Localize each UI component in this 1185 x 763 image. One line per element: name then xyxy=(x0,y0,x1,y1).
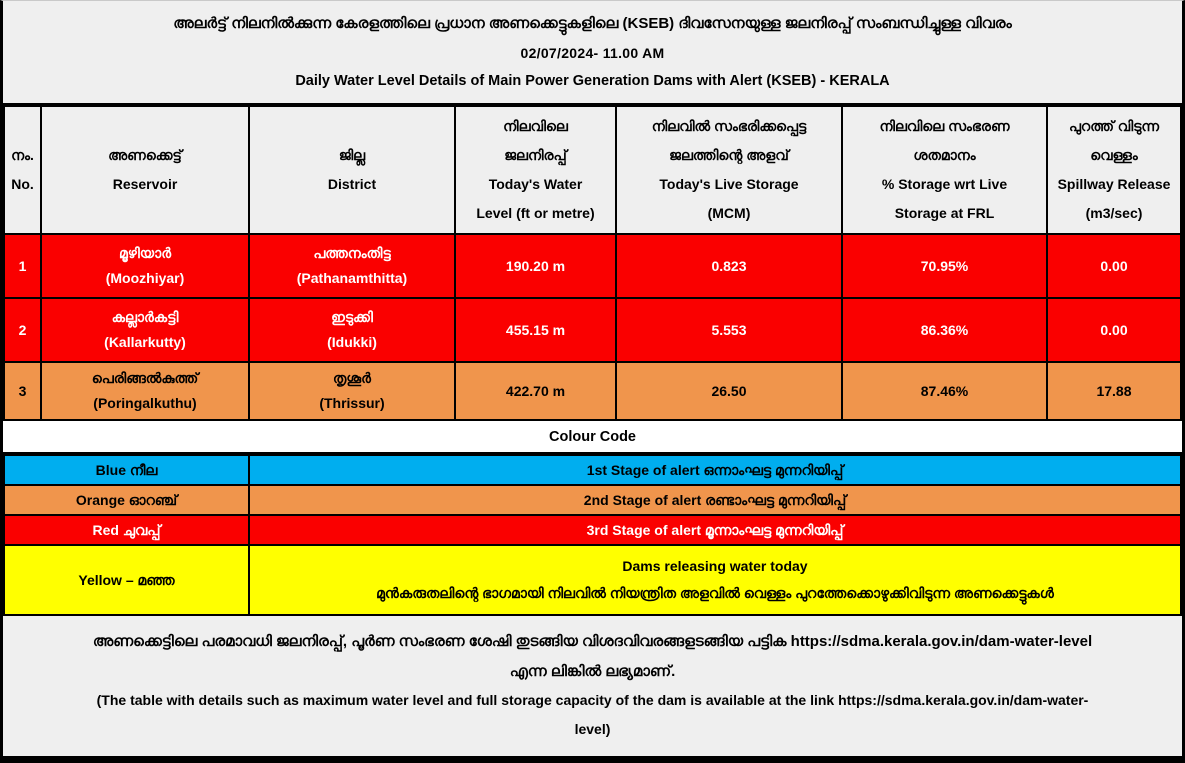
reservoir-name-en: (Moozhiyar) xyxy=(105,270,185,286)
district-name-en: (Pathanamthitta) xyxy=(296,270,408,286)
col-header-water-level-en1: Today's Water xyxy=(488,176,583,192)
col-header-live-storage xyxy=(616,106,842,234)
cell-live-storage: 26.50 xyxy=(616,362,842,420)
footer-note-ml-line2: എന്ന ലിങ്കിൽ ലഭ്യമാണ്. xyxy=(509,662,676,680)
cell-reservoir xyxy=(41,234,249,298)
col-header-pct-storage xyxy=(842,106,1047,234)
cell-live-storage: 0.823 xyxy=(616,234,842,298)
colour-description-ml: മുൻകരുതലിന്റെ ഭാഗമായി നിലവിൽ നിയന്ത്രിത അളവിൽ വെള്ളം പുറത്തേക്കൊഴുക്കിവിടുന്ന അണക്കെട്ടുകൾ xyxy=(376,585,1054,601)
table-row xyxy=(4,234,1181,298)
district-name-ml: ഇടുക്കി xyxy=(331,309,373,325)
cell-reservoir xyxy=(41,362,249,420)
col-header-district-ml: ജില്ല xyxy=(338,147,366,163)
colour-label: Orange ഓറഞ്ച് xyxy=(4,485,249,515)
col-header-no-en: No. xyxy=(11,176,34,192)
colour-code-table xyxy=(3,454,1182,616)
colour-code-row-orange xyxy=(4,485,1181,515)
title-block xyxy=(3,1,1182,105)
colour-label: Red ചുവപ്പ് xyxy=(4,515,249,545)
colour-description: 3rd Stage of alert മൂന്നാംഘട്ട മുന്നറിയിപ്പ് xyxy=(249,515,1181,545)
colour-code-row-red xyxy=(4,515,1181,545)
reservoir-name-en: (Poringalkuthu) xyxy=(93,395,197,411)
col-header-pct-storage-ml1: നിലവിലെ സംഭരണ xyxy=(879,118,1010,134)
notice-title-english: Daily Water Level Details of Main Power Generation Dams with Alert (KSEB) - KERALA xyxy=(295,72,890,89)
col-header-no-ml: നം. xyxy=(11,147,34,163)
col-header-live-storage-ml2: ജലത്തിന്റെ അളവ് xyxy=(669,147,789,163)
cell-water-level: 190.20 m xyxy=(455,234,616,298)
table-row xyxy=(4,362,1181,420)
district-name-en: (Thrissur) xyxy=(319,395,385,411)
col-header-spillway-ml2: വെള്ളം xyxy=(1090,147,1138,163)
cell-pct-storage: 86.36% xyxy=(842,298,1047,362)
cell-no: 2 xyxy=(4,298,41,362)
colour-description: 1st Stage of alert ഒന്നാംഘട്ട മുന്നറിയിപ്പ് xyxy=(249,455,1181,485)
col-header-live-storage-en2: (MCM) xyxy=(707,205,751,221)
main-table xyxy=(3,105,1182,421)
reservoir-name-ml: മൂഴിയാർ xyxy=(119,245,171,261)
colour-code-row-yellow xyxy=(4,545,1181,615)
notice-title-malayalam: അലർട്ട് നിലനിൽക്കുന്ന കേരളത്തിലെ പ്രധാന അണക്കെട്ടുകളിലെ (KSEB) ദിവസേനയുള്ള ജലനിരപ്പ് സംബന്ധിച്ചുള്ള വിവരം xyxy=(173,15,1012,33)
cell-water-level: 455.15 m xyxy=(455,298,616,362)
col-header-spillway-en1: Spillway Release xyxy=(1057,176,1171,192)
col-header-spillway xyxy=(1047,106,1181,234)
footer-note xyxy=(3,616,1182,754)
reservoir-name-ml: പെരിങ്ങൽകുത്ത് xyxy=(91,370,199,386)
colour-label: Yellow – മഞ്ഞ xyxy=(4,545,249,615)
cell-spillway: 0.00 xyxy=(1047,234,1181,298)
col-header-no xyxy=(4,106,41,234)
notice-datetime: 02/07/2024- 11.00 AM xyxy=(520,44,665,61)
col-header-reservoir-en: Reservoir xyxy=(112,176,178,192)
colour-description xyxy=(249,545,1181,615)
footer-note-en-line1: (The table with details such as maximum water level and full storage capacity of the dam is available at the link https://sdma.kerala.gov.in/dam-water- xyxy=(96,692,1089,709)
col-header-pct-storage-ml2: ശതമാനം xyxy=(913,147,976,163)
district-name-en: (Idukki) xyxy=(327,334,377,350)
cell-water-level: 422.70 m xyxy=(455,362,616,420)
cell-pct-storage: 70.95% xyxy=(842,234,1047,298)
col-header-live-storage-ml1: നിലവിൽ സംഭരിക്കപ്പെട്ട xyxy=(651,118,807,134)
colour-label: Blue നീല xyxy=(4,455,249,485)
col-header-water-level-ml2: ജലനിരപ്പ് xyxy=(504,147,567,163)
col-header-district-en: District xyxy=(327,176,377,192)
footer-note-ml-line1: അണക്കെട്ടിലെ പരമാവധി ജലനിരപ്പ്, പൂർണ സംഭരണ ശേഷി തുടങ്ങിയ വിശദവിവരങ്ങളടങ്ങിയ പട്ടിക https://sdma.kerala.gov.in/dam-water-level xyxy=(92,632,1093,650)
colour-description-en: Dams releasing water today xyxy=(622,558,808,574)
colour-description: 2nd Stage of alert രണ്ടാംഘട്ട മുന്നറിയിപ്പ് xyxy=(249,485,1181,515)
col-header-water-level xyxy=(455,106,616,234)
footer-note-en-line2: level) xyxy=(574,721,611,738)
table-row xyxy=(4,298,1181,362)
cell-spillway: 0.00 xyxy=(1047,298,1181,362)
col-header-district xyxy=(249,106,455,234)
col-header-water-level-en2: Level (ft or metre) xyxy=(476,205,595,221)
col-header-pct-storage-en2: Storage at FRL xyxy=(894,205,995,221)
cell-reservoir xyxy=(41,298,249,362)
cell-spillway: 17.88 xyxy=(1047,362,1181,420)
cell-no: 1 xyxy=(4,234,41,298)
col-header-reservoir-ml: അണക്കെട്ട് xyxy=(108,147,182,163)
col-header-spillway-en2: (m3/sec) xyxy=(1085,205,1143,221)
colour-code-row-blue xyxy=(4,455,1181,485)
table-header-row xyxy=(4,106,1181,234)
district-name-ml: പത്തനംതിട്ട xyxy=(313,245,391,261)
cell-district xyxy=(249,298,455,362)
district-name-ml: തൃശൂർ xyxy=(333,370,371,386)
cell-no: 3 xyxy=(4,362,41,420)
col-header-spillway-ml1: പുറത്ത് വിടുന്ന xyxy=(1068,118,1160,134)
reservoir-name-en: (Kallarkutty) xyxy=(104,334,186,350)
cell-district xyxy=(249,362,455,420)
col-header-pct-storage-en1: % Storage wrt Live xyxy=(881,176,1008,192)
cell-live-storage: 5.553 xyxy=(616,298,842,362)
cell-pct-storage: 87.46% xyxy=(842,362,1047,420)
col-header-reservoir xyxy=(41,106,249,234)
col-header-live-storage-en1: Today's Live Storage xyxy=(659,176,799,192)
col-header-water-level-ml1: നിലവിലെ xyxy=(503,118,568,134)
reservoir-name-ml: കല്ലാർകട്ടി xyxy=(111,309,179,325)
colour-code-title: Colour Code xyxy=(3,421,1182,454)
cell-district xyxy=(249,234,455,298)
